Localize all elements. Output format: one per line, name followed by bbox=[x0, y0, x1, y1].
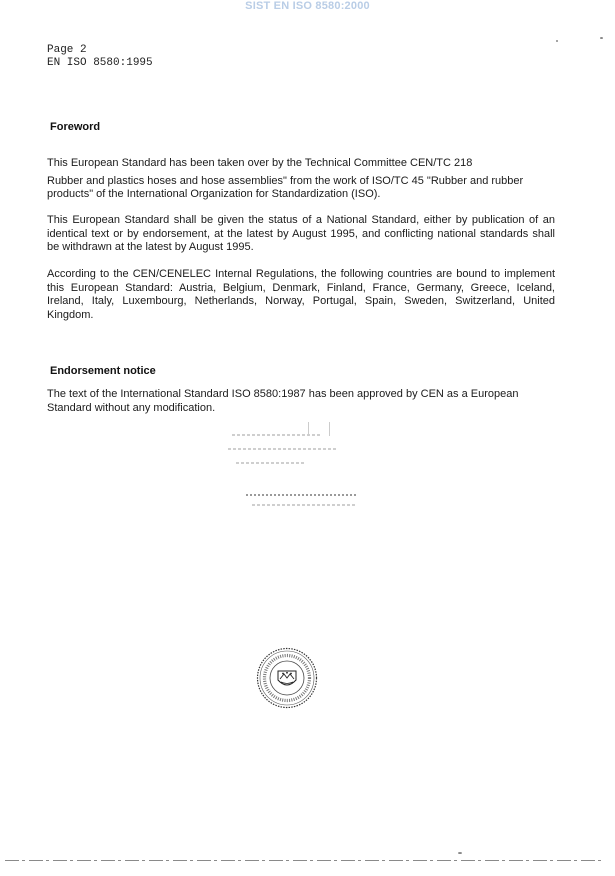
faded-stamp-line bbox=[236, 462, 306, 464]
bottom-rule bbox=[5, 860, 605, 861]
faded-stamp-line bbox=[228, 448, 338, 450]
endorsement-text: The text of the International Standard ISO 8580:1987 has been approved by CEN as a European Standard without any modification. bbox=[47, 388, 519, 414]
dotted-signature-line bbox=[246, 494, 358, 496]
foreword-heading: Foreword bbox=[50, 121, 101, 133]
faded-stamp-area bbox=[228, 412, 368, 517]
foreword-paragraph-3: According to the CEN/CENELEC Internal Regulations, the following countries are bound to implement this European Standard: Austria, Belgium, Denmark, Finland, France, Germany, Greece, Iceland, Ireland, Italy, Luxembourg, Netherlands, Norway, Portugal, Spain, Sweden, Switzerland, United Kingdom. bbox=[47, 268, 555, 321]
official-seal-icon bbox=[256, 647, 318, 709]
foreword-line-3: products" of the International Organization for Standardization (ISO). bbox=[47, 188, 381, 201]
endorsement-heading: Endorsement notice bbox=[50, 365, 156, 377]
scan-speck bbox=[600, 37, 603, 39]
foreword-line-2: Rubber and plastics hoses and hose assemblies" from the work of ISO/TC 45 "Rubber and rubber bbox=[47, 174, 524, 187]
foreword-paragraph-2: This European Standard shall be given the status of a National Standard, either by publication of an identical text or by endorsement, at the latest by August 1995, and conflicting national standards shall be withdrawn at the latest by August 1995. bbox=[47, 214, 555, 254]
foreword-paragraph-1 bbox=[47, 157, 555, 202]
foreword-line-1: This European Standard has been taken over by the Technical Committee CEN/TC 218 bbox=[47, 157, 473, 169]
faded-stamp-line bbox=[252, 504, 356, 506]
standard-reference: EN ISO 8580:1995 bbox=[47, 57, 153, 69]
scan-speck bbox=[556, 40, 558, 42]
faded-mark bbox=[308, 422, 330, 436]
scan-speck bbox=[458, 852, 462, 854]
page-label: Page 2 bbox=[47, 44, 87, 56]
watermark: SIST EN ISO 8580:2000 bbox=[245, 0, 370, 12]
